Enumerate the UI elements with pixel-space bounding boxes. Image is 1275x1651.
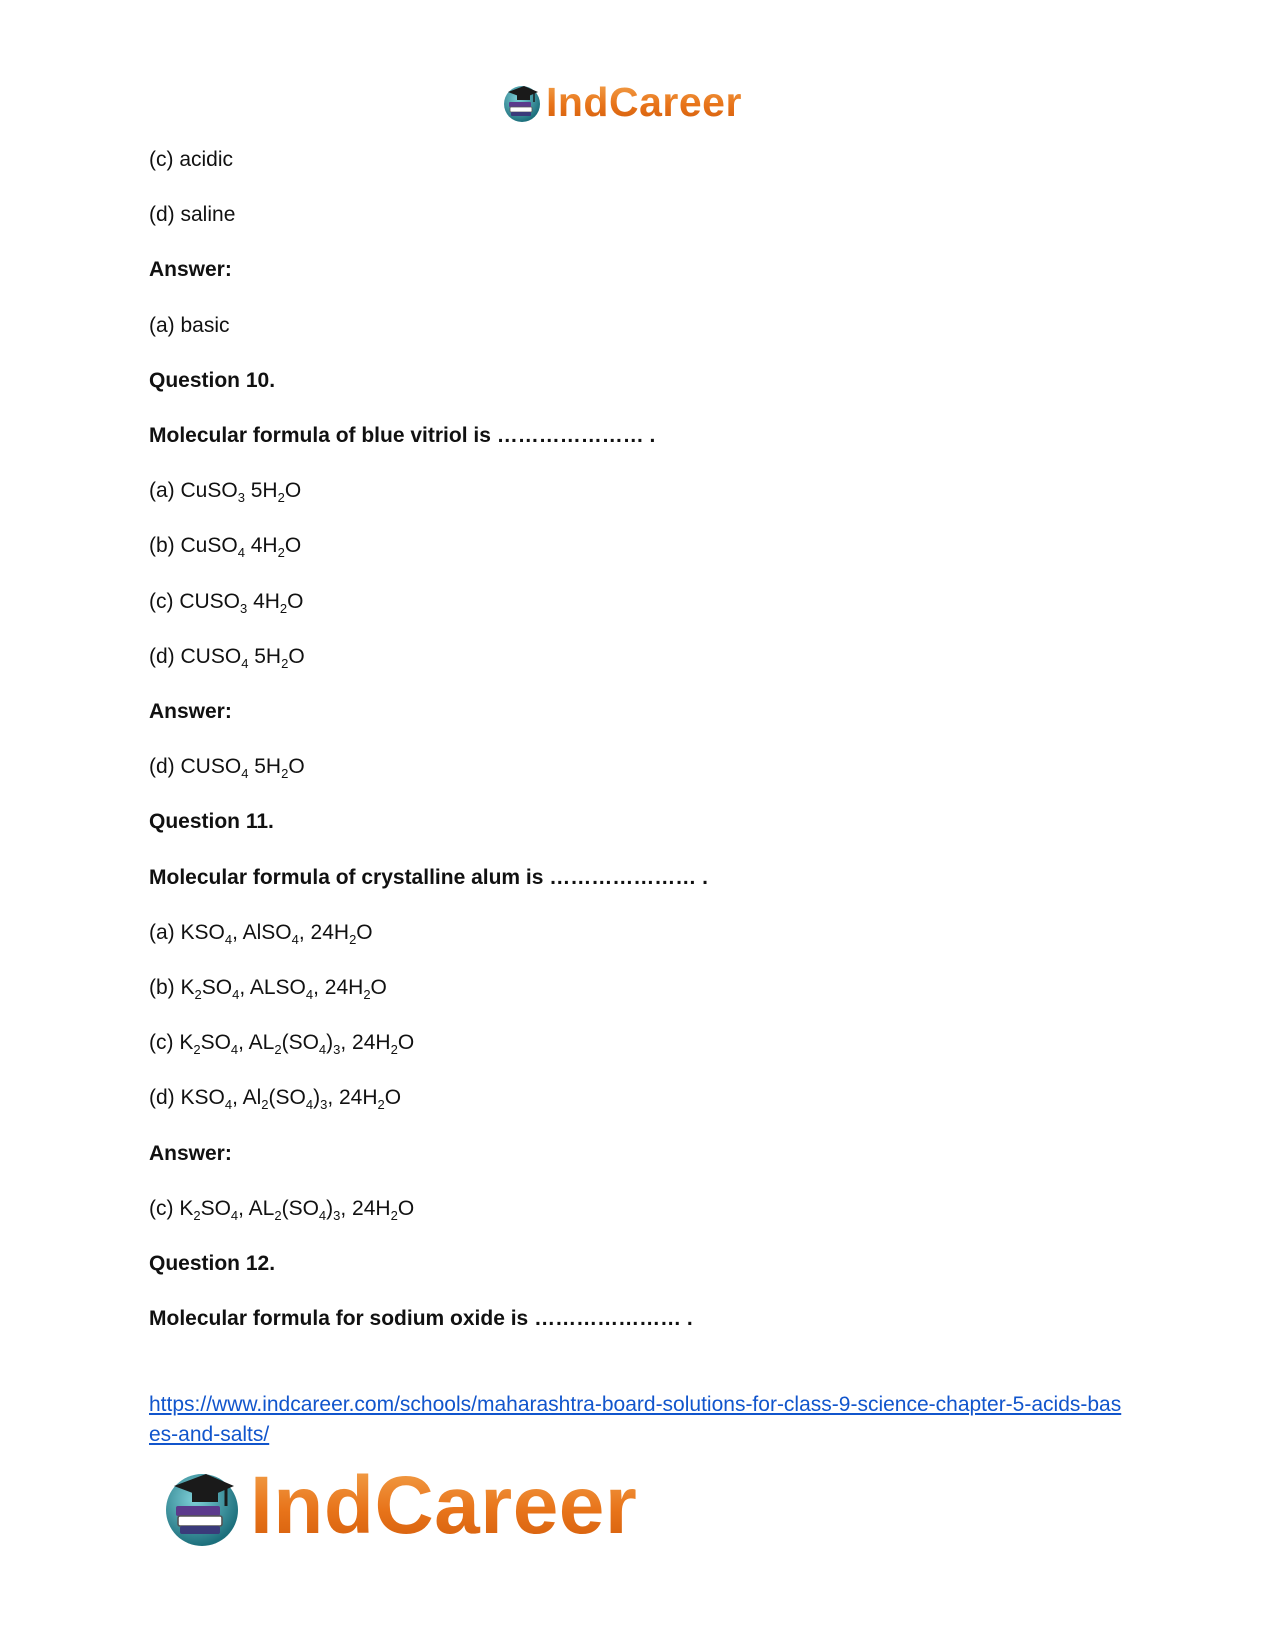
text-line: (a) basic xyxy=(149,313,230,337)
text-line: (a) CuSO$_3$ $5H_2O$ xyxy=(149,479,302,506)
header-logo xyxy=(500,78,742,126)
brand-name: IndCareer xyxy=(546,78,742,125)
text-line: (c) $CUSO_3$ $4H_2O$ xyxy=(149,589,304,616)
heading-line: Question 11. xyxy=(149,810,274,834)
brand-name: IndCareer xyxy=(250,1460,638,1551)
heading-line: Molecular formula of crystalline alum is ………………… . xyxy=(149,865,708,889)
graduation-cap-books-globe-icon xyxy=(500,80,544,124)
heading-line: Molecular formula for sodium oxide is ………………… . xyxy=(149,1307,693,1331)
text-line: (c) $K_2SO_4$, $AL_2(SO_4)_3$, $24H_2O$ xyxy=(149,1196,415,1223)
text-line: (d) $KSO_4$, $Al_2(SO_4)_3$, $24H_2O$ xyxy=(149,1086,402,1113)
text-line: (d) saline xyxy=(149,203,236,227)
text-line: (c) acidic xyxy=(149,148,234,171)
heading-line: Answer: xyxy=(149,258,232,282)
heading-line: Answer: xyxy=(149,1141,232,1165)
text-line: (b) CuSO$_4$ $4H_2O$ xyxy=(149,534,302,561)
text-line: (b) $K_2SO_4$, $ALSO_4$, $24H_2O$ xyxy=(149,976,387,1002)
heading-line: Question 10. xyxy=(149,368,276,392)
graduation-cap-books-globe-icon xyxy=(158,1462,246,1550)
source-link[interactable]: https://www.indcareer.com/schools/maharashtra-board-solutions-for-class-9-science-chapter-5-acids-bases-and-salts/ xyxy=(149,1393,1122,1446)
text-line: (d) $CUSO_4$ $5H_2O$ xyxy=(149,644,305,671)
text-line: (d) $CUSO_4$ $5H_2O$ xyxy=(149,755,305,782)
heading-line: Molecular formula of blue vitriol is ………………… . xyxy=(149,424,656,447)
heading-line: Answer: xyxy=(149,700,232,723)
text-line: (a) $KSO_4$, AlSO$_4$, $24H_2O$ xyxy=(149,920,373,947)
heading-line: Question 12. xyxy=(149,1252,276,1275)
footer-logo xyxy=(158,1458,637,1554)
text-line: (c) $K_2SO_4$, $AL_2(SO_4)_3$, $24H_2O$ xyxy=(149,1031,415,1058)
